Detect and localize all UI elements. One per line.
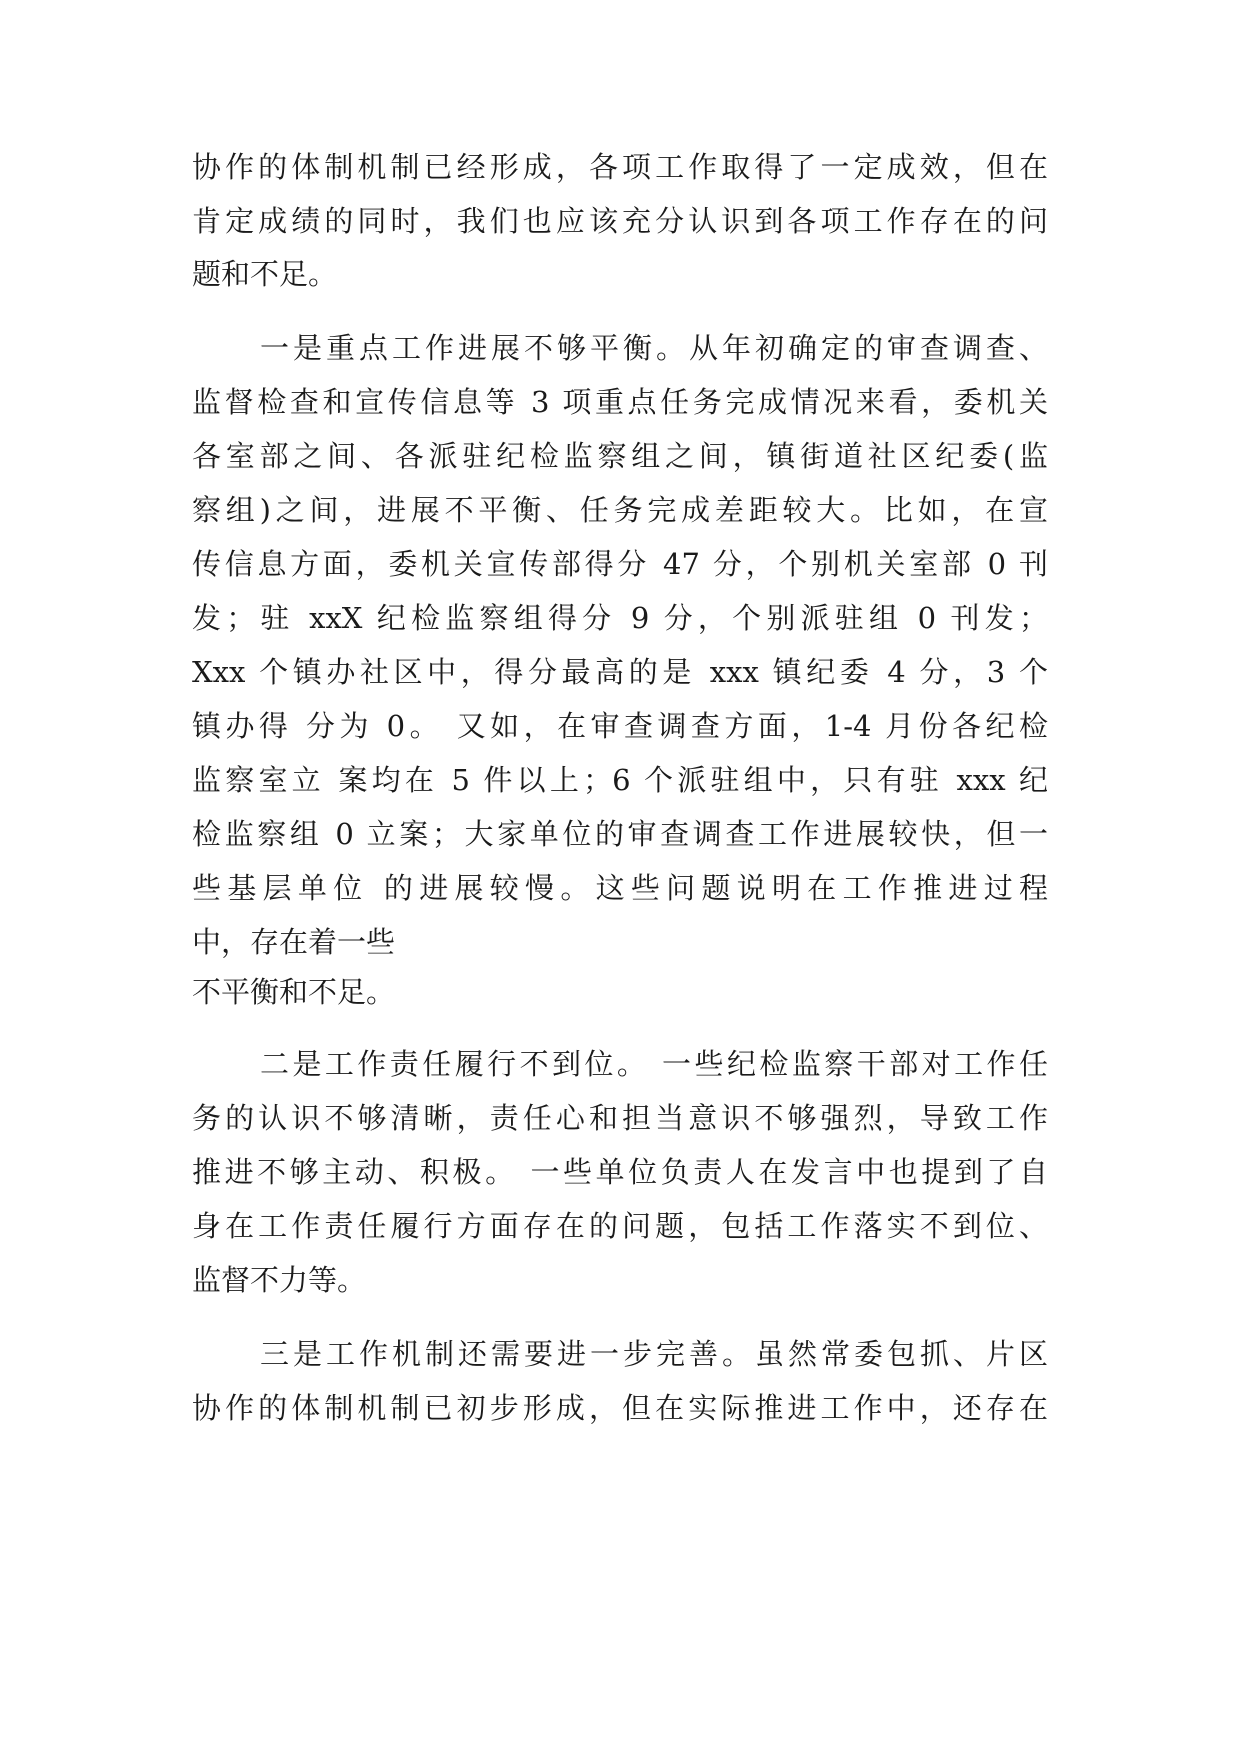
text-line: 不平衡和不足。 xyxy=(192,975,396,1009)
text-line: 中，存在着一些 xyxy=(192,925,396,959)
text-line: 监督检查和宣传信息等 3 项重点任务完成情况来看，委机关 xyxy=(192,385,1048,419)
text-line: 传信息方面，委机关宣传部得分 47 分，个别机关室部 0 刊 xyxy=(192,547,1048,581)
text-line: 二是工作责任履行不到位。 一些纪检监察干部对工作任 xyxy=(260,1047,1048,1081)
text-line: 三是工作机制还需要进一步完善。虽然常委包抓、片区 xyxy=(260,1337,1048,1371)
text-line: Xxx 个镇办社区中，得分最高的是 xxx 镇纪委 4 分，3 个 xyxy=(192,655,1048,689)
text-line: 各室部之间、各派驻纪检监察组之间，镇街道社区纪委(监 xyxy=(192,439,1048,473)
text-line: 推进不够主动、积极。 一些单位负责人在发言中也提到了自 xyxy=(192,1155,1048,1189)
text-line: 监察室立 案均在 5 件以上；6 个派驻组中，只有驻 xxx 纪 xyxy=(192,763,1048,797)
text-line: 肯定成绩的同时，我们也应该充分认识到各项工作存在的问 xyxy=(192,204,1048,238)
text-line: 察组)之间，进展不平衡、任务完成差距较大。比如，在宣 xyxy=(192,493,1048,527)
text-line: 发；驻 xxX 纪检监察组得分 9 分，个别派驻组 0 刊发； xyxy=(192,601,1048,635)
text-line: 协作的体制机制已经形成，各项工作取得了一定成效，但在 xyxy=(192,150,1048,184)
text-line: 镇办得 分为 0。 又如，在审查调查方面，1-4 月份各纪检 xyxy=(192,709,1048,743)
text-line: 些基层单位 的进展较慢。这些问题说明在工作推进过程 xyxy=(192,871,1048,905)
text-line: 身在工作责任履行方面存在的问题，包括工作落实不到位、 xyxy=(192,1209,1048,1243)
text-line: 题和不足。 xyxy=(192,257,338,291)
text-line: 检监察组 0 立案；大家单位的审查调查工作进展较快，但一 xyxy=(192,817,1048,851)
text-line: 协作的体制机制已初步形成，但在实际推进工作中，还存在 xyxy=(192,1391,1048,1425)
text-line: 监督不力等。 xyxy=(192,1263,367,1297)
text-line: 一是重点工作进展不够平衡。从年初确定的审查调查、 xyxy=(260,331,1048,365)
text-line: 务的认识不够清晰，责任心和担当意识不够强烈，导致工作 xyxy=(192,1101,1048,1135)
